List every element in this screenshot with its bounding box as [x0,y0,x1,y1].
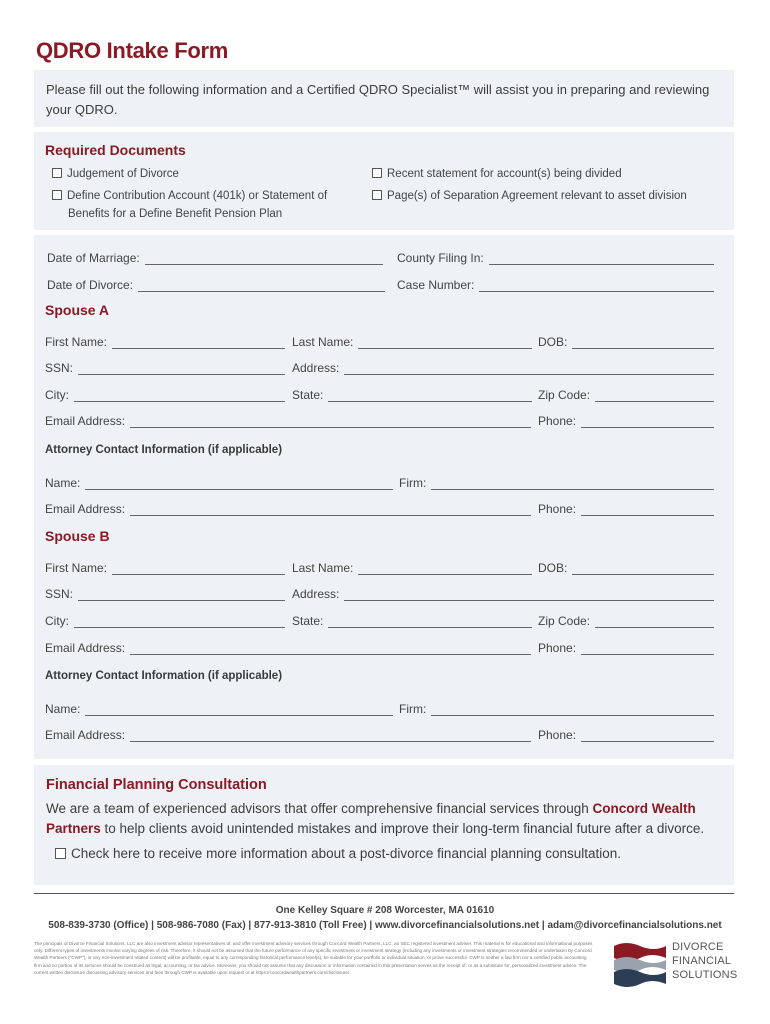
spouse-b-address-input[interactable] [344,589,714,601]
spouse-a-first-name-field[interactable]: First Name: [45,333,285,349]
spouse-a-attorney-phone-field[interactable]: Phone: [538,500,714,516]
spouse-a-attorney-firm-field[interactable]: Firm: [399,474,714,490]
case-number-field[interactable]: Case Number: [397,276,714,292]
spouse-a-attorney-name-field[interactable]: Name: [45,474,393,490]
spouse-b-email-field[interactable]: Email Address: [45,639,531,655]
spouse-b-attorney-email-input[interactable] [130,730,531,742]
doc-separation-checkbox[interactable]: Page(s) of Separation Agreement relevant to asset division [372,187,722,205]
logo-mark-icon [612,938,668,988]
spouse-a-attorney-email-field[interactable]: Email Address: [45,500,531,516]
details-panel [34,235,734,759]
spouse-b-ssn-input[interactable] [78,589,285,601]
footer-contact: 508-839-3730 (Office) | 508-986-7080 (Fax) | 877-913-3810 (Toll Free) | www.divorcefinancialsolutions.net | adam@divorcefinancialsolutions.net [48,920,722,931]
spouse-b-attorney-phone-input[interactable] [581,730,714,742]
consultation-heading: Financial Planning Consultation [46,777,267,793]
spouse-a-state-field[interactable]: State: [292,386,532,402]
checkbox-icon[interactable] [55,848,66,859]
spouse-b-dob-field[interactable]: DOB: [538,559,714,575]
intro-panel [34,70,734,127]
spouse-a-email-field[interactable]: Email Address: [45,412,531,428]
spouse-a-attorney-email-input[interactable] [130,504,531,516]
spouse-a-phone-field[interactable]: Phone: [538,412,714,428]
spouse-a-last-name-input[interactable] [358,337,532,349]
doc-judgement-checkbox[interactable]: Judgement of Divorce [52,165,352,183]
spouse-b-first-name-input[interactable] [112,563,285,575]
spouse-a-address-field[interactable]: Address: [292,359,714,375]
date-of-divorce-input[interactable] [138,280,385,292]
spouse-a-address-input[interactable] [344,363,714,375]
spouse-b-address-field[interactable]: Address: [292,585,714,601]
spouse-b-phone-field[interactable]: Phone: [538,639,714,655]
spouse-b-zip-field[interactable]: Zip Code: [538,612,714,628]
spouse-a-first-name-input[interactable] [112,337,285,349]
spouse-b-zip-input[interactable] [595,616,714,628]
spouse-b-state-field[interactable]: State: [292,612,532,628]
spouse-b-ssn-field[interactable]: SSN: [45,585,285,601]
county-filing-field[interactable]: County Filing In: [397,249,714,265]
checkbox-icon[interactable] [372,190,382,200]
spouse-a-city-input[interactable] [74,390,285,402]
consultation-panel [34,765,734,885]
date-of-marriage-input[interactable] [145,253,383,265]
spouse-a-attorney-heading: Attorney Contact Information (if applicable) [45,444,283,456]
footer-address: One Kelley Square # 208 Worcester, MA 01610 [275,905,495,916]
spouse-b-first-name-field[interactable]: First Name: [45,559,285,575]
spouse-b-attorney-email-field[interactable]: Email Address: [45,726,531,742]
required-documents-panel [34,132,734,230]
case-number-input[interactable] [479,280,714,292]
spouse-a-city-field[interactable]: City: [45,386,285,402]
company-logo [612,938,742,988]
intro-text: Please fill out the following information and a Certified QDRO Specialist™ will assist you in preparing and reviewing your QDRO. [46,82,710,117]
spouse-b-state-input[interactable] [328,616,532,628]
doc-statement-checkbox[interactable]: Recent statement for account(s) being divided [372,165,722,183]
spouse-a-attorney-firm-input[interactable] [431,478,714,490]
spouse-a-email-input[interactable] [130,416,531,428]
spouse-a-last-name-field[interactable]: Last Name: [292,333,532,349]
spouse-a-attorney-phone-input[interactable] [581,504,714,516]
spouse-b-attorney-name-field[interactable]: Name: [45,700,393,716]
spouse-a-dob-input[interactable] [572,337,714,349]
required-documents-heading: Required Documents [45,142,186,158]
spouse-a-phone-input[interactable] [581,416,714,428]
spouse-b-phone-input[interactable] [581,643,714,655]
checkbox-icon[interactable] [52,168,62,178]
county-filing-input[interactable] [489,253,714,265]
checkbox-icon[interactable] [372,168,382,178]
spouse-b-heading: Spouse B [45,528,110,544]
spouse-a-zip-input[interactable] [595,390,714,402]
consultation-text: We are a team of experienced advisors that offer comprehensive financial services through Concord Wealth Partners to help clients avoid unintended mistakes and improve their long-term financial future after a divorce. [46,801,705,836]
consultation-checkbox[interactable]: Check here to receive more information about a post-divorce financial planning consultation. [55,846,722,861]
doc-contribution-checkbox[interactable]: Define Contribution Account (401k) or Statement of Benefits for a Define Benefit Pension Plan [52,187,362,223]
spouse-b-city-field[interactable]: City: [45,612,285,628]
footer-divider [34,893,734,894]
checkbox-icon[interactable] [52,190,62,200]
spouse-a-attorney-name-input[interactable] [85,478,393,490]
spouse-b-dob-input[interactable] [572,563,714,575]
spouse-a-state-input[interactable] [328,390,532,402]
spouse-a-ssn-input[interactable] [78,363,285,375]
spouse-b-attorney-name-input[interactable] [85,704,393,716]
spouse-a-ssn-field[interactable]: SSN: [45,359,285,375]
spouse-a-heading: Spouse A [45,302,110,318]
spouse-b-last-name-input[interactable] [358,563,532,575]
spouse-b-city-input[interactable] [74,616,285,628]
spouse-b-attorney-firm-input[interactable] [431,704,714,716]
spouse-b-attorney-phone-field[interactable]: Phone: [538,726,714,742]
form-title: QDRO Intake Form [36,38,229,63]
logo-text: DIVORCE FINANCIAL SOLUTIONS [672,941,738,981]
logo-navy-band [614,969,666,987]
spouse-b-attorney-heading: Attorney Contact Information (if applicable) [45,670,283,682]
spouse-b-attorney-firm-field[interactable]: Firm: [399,700,714,716]
date-of-marriage-field[interactable]: Date of Marriage: [47,249,383,265]
spouse-a-zip-field[interactable]: Zip Code: [538,386,714,402]
spouse-a-dob-field[interactable]: DOB: [538,333,714,349]
spouse-b-last-name-field[interactable]: Last Name: [292,559,532,575]
footer-disclaimer: The principals of Divorce Financial Solutions, LLC are also investment advisor representatives of, and offer investment advisory services through Concord Wealth Partners, LLC, an SEC registered investment adviser. This material is for educational and informational purposes only. Different types of investments involve varying degrees of risk. Therefore, it should not be assumed that the future performance of any specific investment or investment strategy (including any investments or investment strategies recommended or undertaken by Concord Wealth Partners ("CWP"), or any non-investment related content) will be profitable, equal to any corresponding historical performance level(s), be suitable for your portfolio or individual situation, or prove successful. CWP is neither a law firm nor a certified public accounting firm and no portion of its services should be construed as legal, accounting, or tax advice. Moreover, you should not assume that any discussion or information contained in this presentation serves as the receipt of, or as a substitute for, personalized investment advice. The current written disclosure discussing advisory services and fees through CWP is available upon request or at https://concordwealthpartners.com/disclosure/. [34,941,593,975]
spouse-b-email-input[interactable] [130,643,531,655]
date-of-divorce-field[interactable]: Date of Divorce: [47,276,385,292]
